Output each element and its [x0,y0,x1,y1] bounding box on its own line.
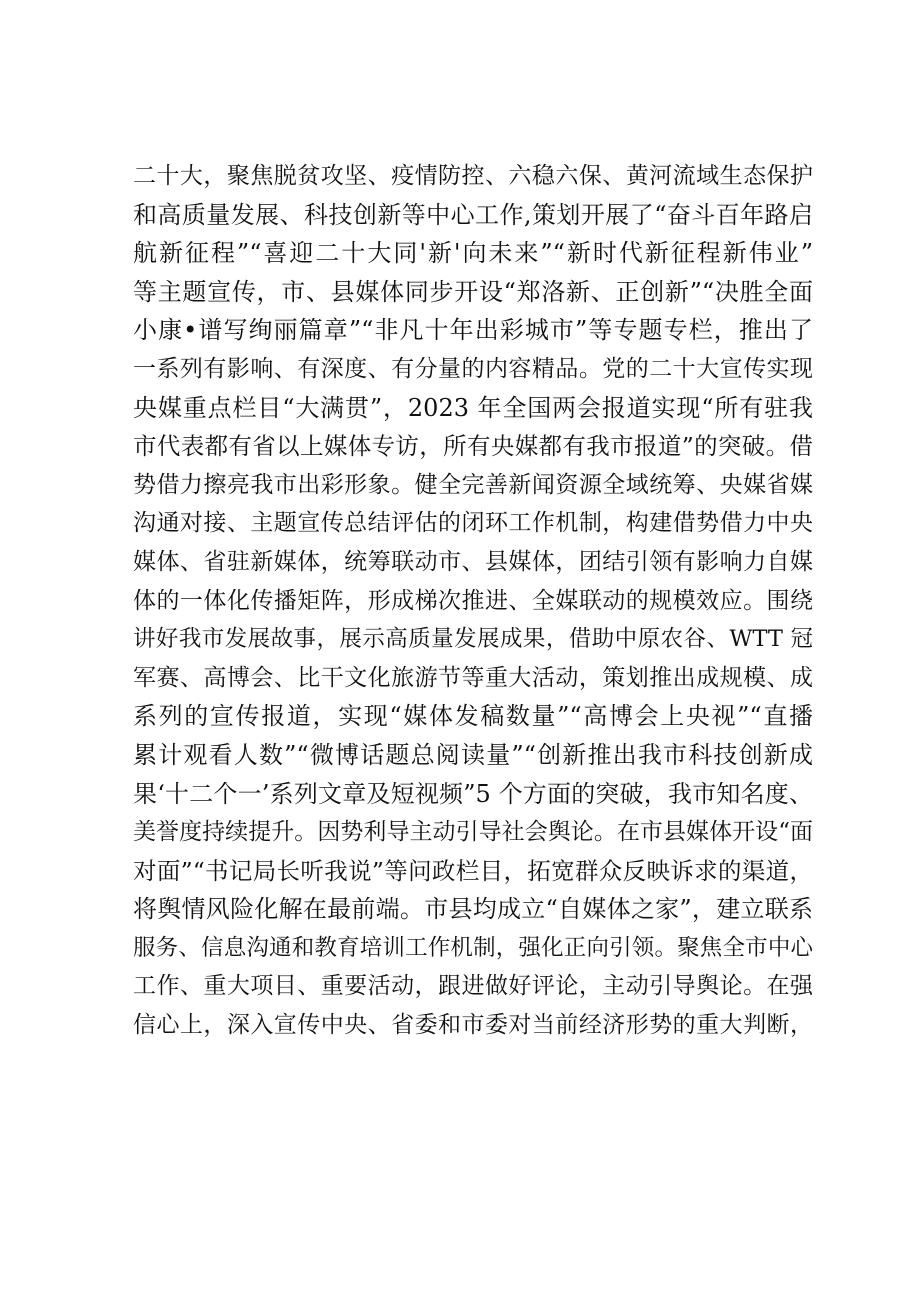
text-line: 势借力擦亮我市出彩形象。健全完善新闻资源全域统筹、央媒省媒 [133,471,813,498]
text-line: 对面”“书记局长听我说”等问政栏目，拓宽群众反映诉求的渠道， [133,856,813,885]
text-line: 沟通对接、主题宣传总结评估的闭环工作机制，构建借势借力中央 [133,510,813,537]
text-line: 累计观看人数”“微博话题总阅读量”“创新推出我市科技创新成 [133,740,813,769]
text-line: 军赛、高博会、比干文化旅游节等重大活动，策划推出成规模、成 [133,664,813,691]
text-line: 小康•谱写绚丽篇章”“非凡十年出彩城市”等专题专栏，推出了 [133,316,813,345]
text-line: 讲好我市发展故事，展示高质量发展成果，借助中原农谷、WTT 冠 [133,626,813,653]
text-line: 航新征程”“喜迎二十大同'新'向未来”“新时代新征程新伟业” [133,239,813,268]
text-line: 二十大，聚焦脱贫攻坚、疫情防控、六稳六保、黄河流域生态保护 [133,163,813,189]
text-line: 工作、重大项目、重要活动，跟进做好评论，主动引导舆论。在强 [133,973,813,1000]
text-line: 美誉度持续提升。因势利导主动引导社会舆论。在市县媒体开设“面 [133,819,813,846]
text-line: 等主题宣传，市、县媒体同步开设“郑洛新、正创新”“决胜全面 [133,277,813,306]
text-line: 央媒重点栏目“大满贯”，2023 年全国两会报道实现“所有驻我 [133,393,813,422]
text-line: 市代表都有省以上媒体专访，所有央媒都有我市报道”的突破。借 [133,432,813,461]
text-line: 媒体、省驻新媒体，统筹联动市、县媒体，团结引领有影响力自媒 [133,548,813,575]
text-line: 服务、信息沟通和教育培训工作机制，强化正向引领。聚焦全市中心 [133,934,813,961]
text-line: 系列的宣传报道，实现“媒体发稿数量”“高博会上央视”“直播 [133,702,813,731]
text-line: 和高质量发展、科技创新等中心工作,策划开展了“奋斗百年路启 [133,200,813,229]
text-line: 将舆情风险化解在最前端。市县均成立“自媒体之家”，建立联系 [133,895,813,924]
text-line: 体的一体化传播矩阵，形成梯次推进、全媒联动的规模效应。围绕 [133,587,813,614]
text-line: 果‘十二个一’系列文章及短视频”5 个方面的突破，我市知名度、 [133,779,813,808]
body-paragraph [133,157,813,1045]
text-line: 信心上，深入宣传中央、省委和市委对当前经济形势的重大判断， [133,1012,813,1039]
text-line: 一系列有影响、有深度、有分量的内容精品。党的二十大宣传实现 [133,355,813,382]
